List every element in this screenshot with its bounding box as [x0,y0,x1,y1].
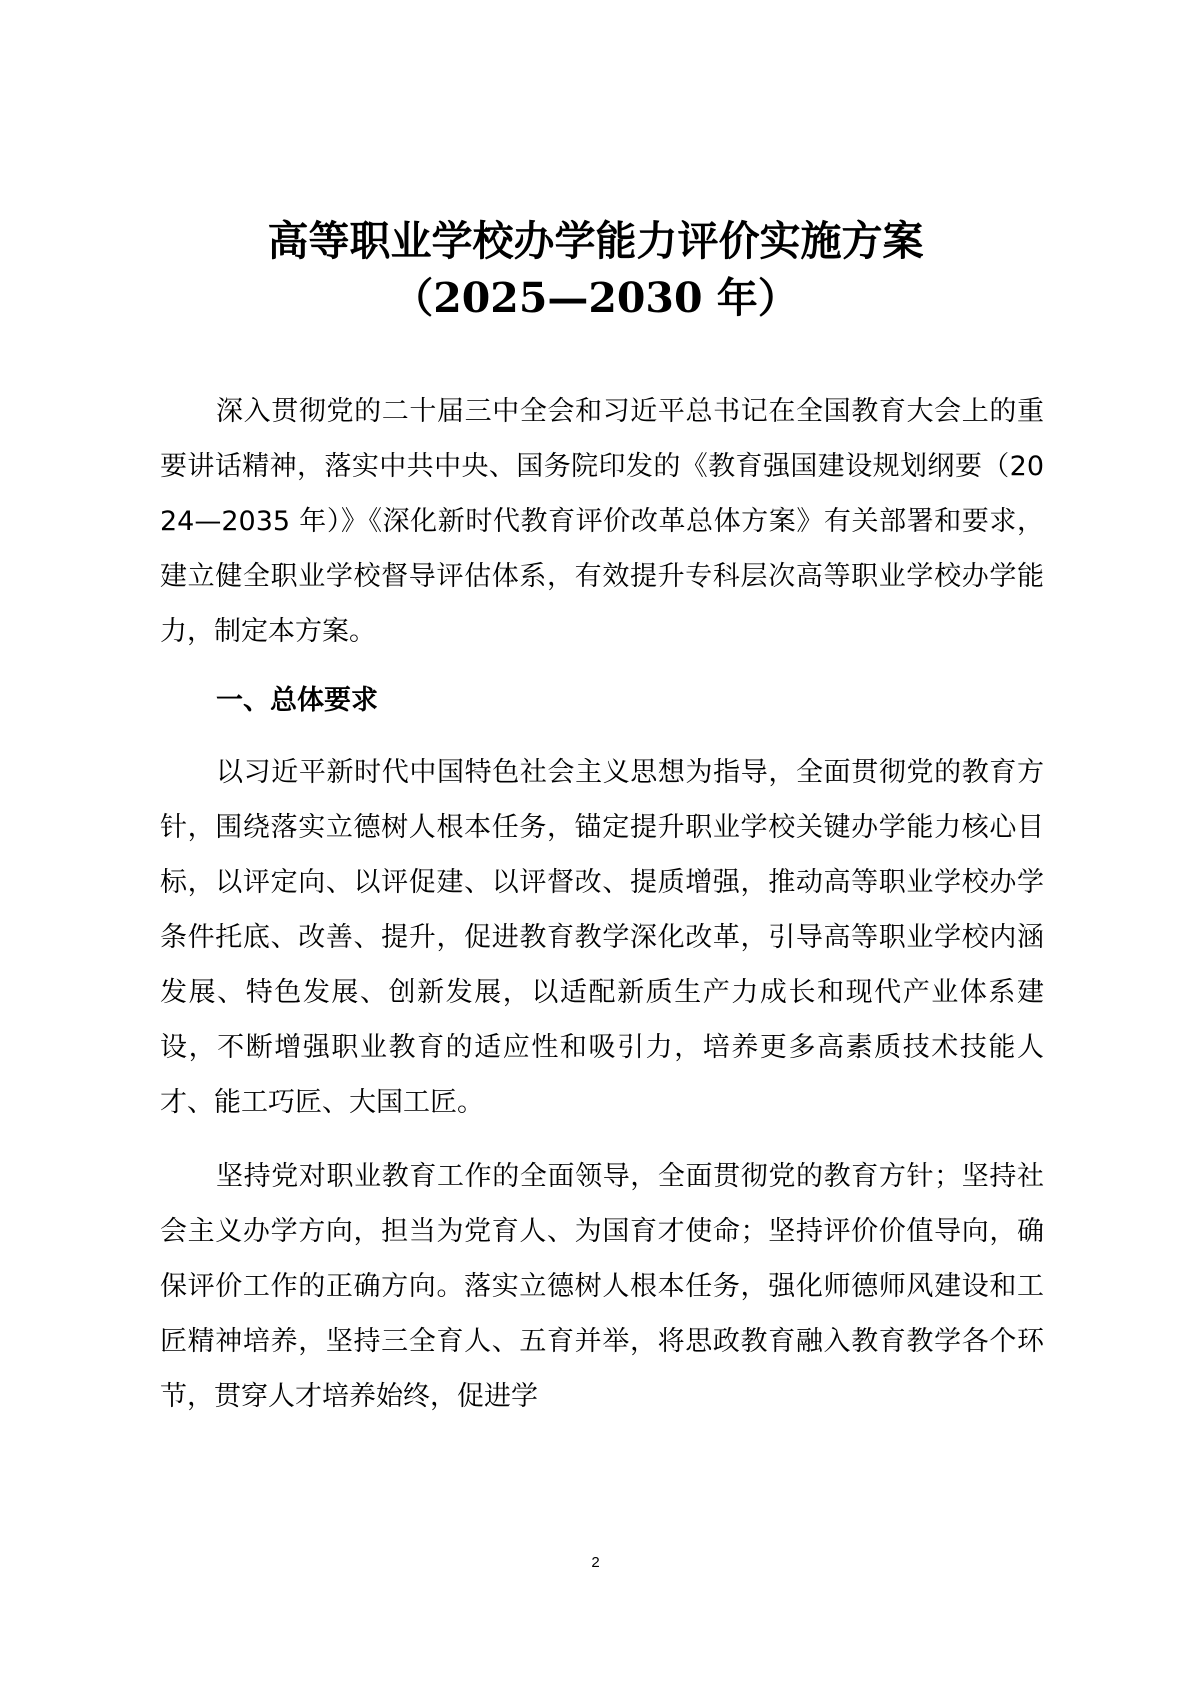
section-heading-general-requirements: 一、总体要求 [216,685,378,716]
section1-paragraph-1: 以习近平新时代中国特色社会主义思想为指导，全面贯彻党的教育方针，围绕落实立德树人根本任务，锚定提升职业学校关键办学能力核心目标，以评定向、以评促建、以评督改、提质增强，推动高等职业学校办学条件托底、改善、提升，促进教育教学深化改革，引导高等职业学校内涵发展、特色发展、创新发展，以适配新质生产力成长和现代产业体系建设，不断增强职业教育的适应性和吸引力，培养更多高素质技术技能人才、能工巧匠、大国工匠。 [160,757,1044,1118]
section1-block-1 [160,745,1044,1130]
section1-paragraph-2: 坚持党对职业教育工作的全面领导，全面贯彻党的教育方针；坚持社会主义办学方向，担当为党育人、为国育才使命；坚持评价价值导向，确保评价工作的正确方向。落实立德树人根本任务，强化师德师风建设和工匠精神培养，坚持三全育人、五育并举，将思政教育融入教育教学各个环节，贯穿人才培养始终，促进学 [160,1161,1044,1412]
intro-block [160,384,1044,659]
intro-paragraph: 深入贯彻党的二十届三中全会和习近平总书记在全国教育大会上的重要讲话精神，落实中共中央、国务院印发的《教育强国建设规划纲要（2024—2035 年）》《深化新时代教育评价改革总体方案》有关部署和要求，建立健全职业学校督导评估体系，有效提升专科层次高等职业学校办学能力，制定本方案。 [160,396,1044,647]
page-number: 2 [591,1554,600,1571]
document-subtitle-years: （2025—2030 年） [392,274,799,322]
document-title: 高等职业学校办学能力评价实施方案 [267,217,924,265]
section1-block-2 [160,1149,1044,1424]
